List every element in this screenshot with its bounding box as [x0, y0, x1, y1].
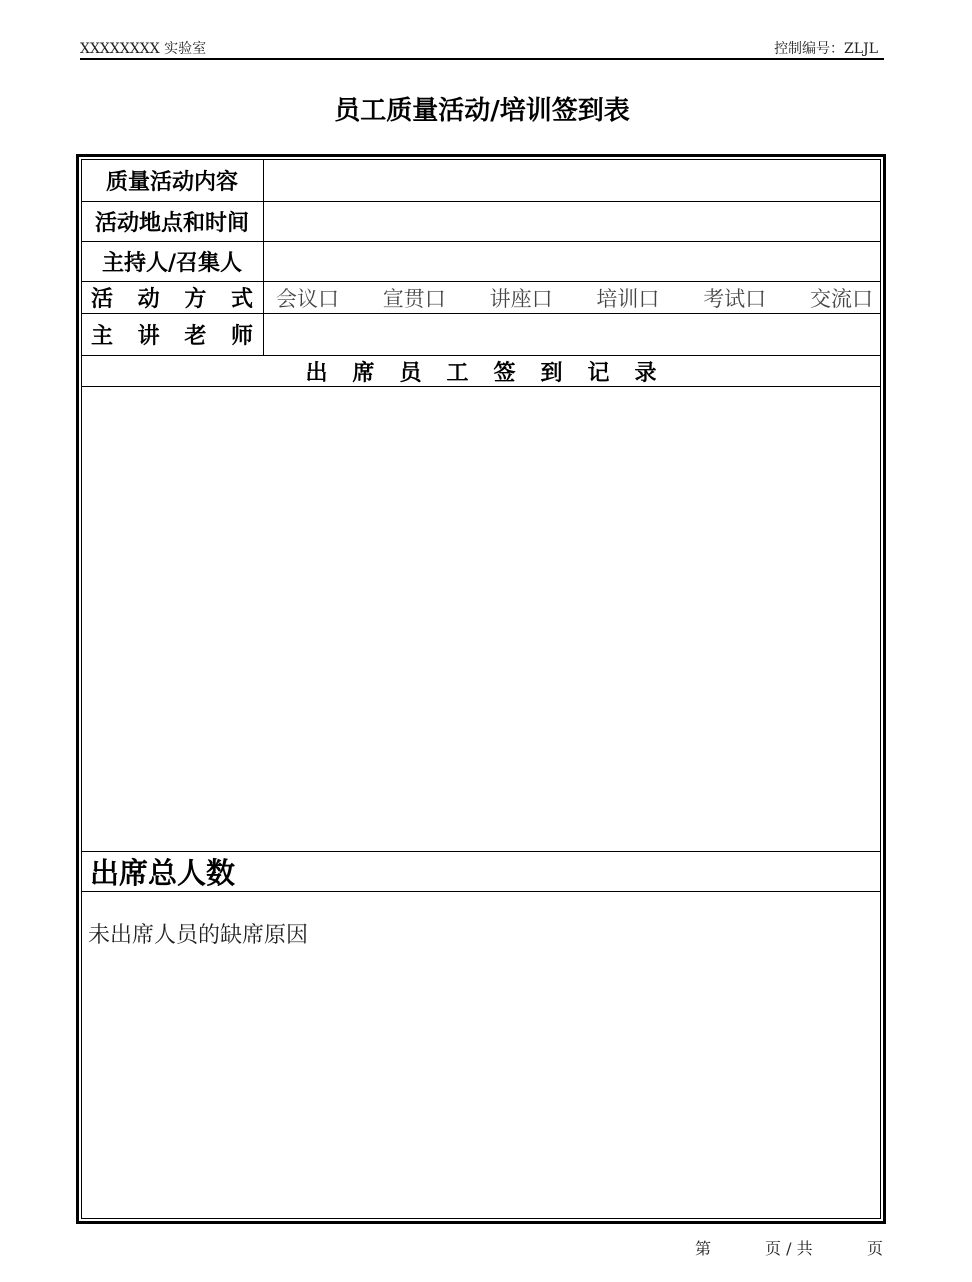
footer-page-prefix: 第: [695, 1239, 712, 1258]
method-option-exam[interactable]: 考试口: [703, 286, 767, 311]
absence-reason-label: 未出席人员的缺席原因: [88, 923, 309, 948]
header-control-number: 控制编号：ZLJL: [774, 41, 878, 57]
signin-title-char: 到: [540, 359, 563, 386]
place-time-field[interactable]: [264, 202, 881, 241]
place-time-label: 活动地点和时间: [81, 202, 264, 241]
row-place-time: [81, 202, 881, 242]
signin-title-char: 录: [634, 359, 657, 386]
signin-record-title: [81, 356, 881, 386]
total-attendance-label: 出席总人数: [90, 856, 236, 890]
lecturer-label-char: 师: [230, 323, 253, 349]
signin-title-char: 记: [587, 359, 610, 386]
host-label: 主持人/召集人: [81, 242, 264, 281]
signin-title-char: 签: [493, 359, 516, 386]
method-label-char: 方: [184, 286, 207, 312]
activity-content-label: 质量活动内容: [81, 159, 264, 201]
lecturer-label-char: 讲: [137, 323, 160, 349]
footer-page-mid: 页 / 共: [765, 1239, 813, 1258]
method-options: [264, 282, 881, 313]
row-lecturer: [81, 314, 881, 356]
signin-title-char: 席: [352, 359, 375, 386]
lecturer-label: [81, 314, 264, 355]
row-method: [81, 282, 881, 314]
method-option-exchange[interactable]: 交流口: [809, 286, 873, 311]
lecturer-field[interactable]: [264, 314, 881, 355]
method-label: [81, 282, 264, 313]
footer-page-suffix: 页: [867, 1239, 884, 1258]
method-option-lecture[interactable]: 讲座口: [489, 286, 553, 311]
signin-title-char: 工: [446, 359, 469, 386]
method-label-char: 活: [91, 286, 114, 312]
row-signin-title: [81, 356, 881, 387]
signin-title-char: 出: [305, 359, 328, 386]
absence-reason-area[interactable]: [81, 955, 881, 1217]
activity-content-field[interactable]: [264, 159, 881, 201]
lecturer-label-char: 老: [184, 323, 207, 349]
host-field[interactable]: [264, 242, 881, 281]
lecturer-label-char: 主: [91, 323, 114, 349]
header-rule: [80, 58, 884, 60]
method-option-meeting[interactable]: 会议口: [276, 286, 339, 311]
header-lab-name: XXXXXXXX 实验室: [80, 41, 207, 57]
method-option-training[interactable]: 培训口: [596, 286, 660, 311]
method-label-char: 式: [230, 286, 253, 312]
row-activity-content: [81, 159, 881, 202]
signin-title-char: 员: [399, 359, 422, 386]
row-total-attendance: [81, 852, 881, 892]
signin-area[interactable]: [81, 387, 881, 852]
page-title: 员工质量活动/培训签到表: [334, 96, 630, 126]
method-label-char: 动: [137, 286, 160, 312]
row-host: [81, 242, 881, 282]
method-option-publicize[interactable]: 宣贯口: [382, 286, 446, 311]
